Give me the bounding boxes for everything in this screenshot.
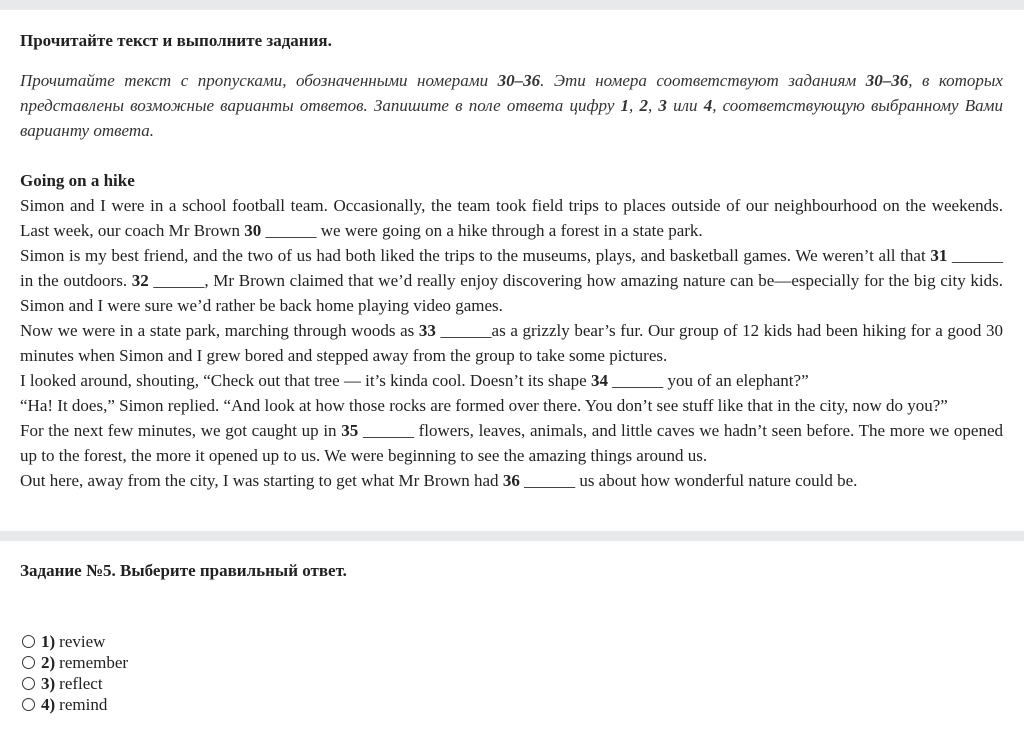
reading-section <box>0 10 1024 493</box>
story-paragraph <box>20 318 1003 368</box>
gap-number: 30 <box>244 221 262 240</box>
gap-number: 35 <box>341 421 359 440</box>
story-paragraph <box>20 418 1003 468</box>
paragraph-text: Simon and I were in a school football team. Occasionally, the team took field trips to places outside of our neighbourhood on the weekends. Last week, our coach Mr Brown <box>20 196 1003 240</box>
paragraph-text: ______ you of an elephant?” <box>607 371 809 390</box>
story-paragraph <box>20 468 1003 493</box>
story <box>20 168 1003 493</box>
option-number: 1) <box>41 631 56 651</box>
section-heading: Прочитайте текст и выполните задания. <box>20 31 332 50</box>
section-divider <box>0 531 1024 541</box>
answer-option-1[interactable] <box>20 631 1004 652</box>
radio-button[interactable] <box>22 677 35 690</box>
paragraph-text: For the next few minutes, we got caught up in <box>20 421 342 440</box>
paragraph-text: Simon is my best friend, and the two of us had both liked the trips to the museums, plays, and basketball games. We weren’t all that <box>20 246 931 265</box>
task-section <box>0 541 1024 715</box>
paragraph-text: ______ flowers, leaves, animals, and little caves we hadn’t seen before. The more we opened up to the forest, the more it opened up to us. We were beginning to see the amazing things around us. <box>20 421 1003 465</box>
task-title: Задание №5. Выберите правильный ответ. <box>20 561 347 580</box>
top-divider <box>0 0 1024 10</box>
paragraph-text: “Ha! It does,” Simon replied. “And look at how those rocks are formed over there. You don’t see stuff like that in the city, now do you?” <box>20 396 948 415</box>
paragraph-text: ______, Mr Brown claimed that we’d really enjoy discovering how amazing nature can be—especially for the big city kids. Simon and I were sure we’d rather be back home playing video games. <box>20 271 1003 315</box>
paragraph-text: I looked around, shouting, “Check out that tree — it’s kinda cool. Doesn’t its shape <box>20 371 591 390</box>
instr-text: , <box>629 96 640 115</box>
instr-text: , соответствующую выбранному Вами варианту ответа. <box>20 96 1004 140</box>
instr-digit: 1 <box>620 96 630 115</box>
option-label: remember <box>59 652 129 672</box>
paragraph-text: ______ we were going on a hike through a forest in a state park. <box>261 221 703 240</box>
instr-text: . Эти номера соответствуют заданиям <box>540 71 866 90</box>
instr-text: , <box>647 96 659 115</box>
story-title: Going on a hike <box>20 171 135 190</box>
option-number: 2) <box>41 652 56 672</box>
option-label: remind <box>59 694 108 714</box>
instr-text: Прочитайте текст с пропусками, обозначенными номерами <box>20 71 498 90</box>
option-number: 3) <box>41 673 56 693</box>
option-label: review <box>59 631 106 651</box>
answer-option-2[interactable] <box>20 652 1004 673</box>
story-paragraph <box>20 393 1003 418</box>
story-paragraph <box>20 368 1003 393</box>
instr-text: , в которых представлены возможные варианты ответов. Запишите в поле ответа цифру <box>20 71 1003 115</box>
paragraph-text: Now we were in a state park, marching through woods as <box>20 321 419 340</box>
instructions <box>20 68 1003 143</box>
answer-options <box>20 631 1004 715</box>
story-paragraph <box>20 243 1003 318</box>
instr-range: 30–36 <box>497 71 541 90</box>
radio-button[interactable] <box>22 635 35 648</box>
gap-number: 33 <box>418 321 436 340</box>
instr-range: 30–36 <box>865 71 909 90</box>
paragraph-text: ______as a grizzly bear’s fur. Our group of 12 kids had been hiking for a good 30 minutes when Simon and I grew bored and stepped away from the group to take some pictures. <box>20 321 1004 365</box>
radio-button[interactable] <box>22 656 35 669</box>
gap-number: 34 <box>590 371 608 390</box>
story-paragraph <box>20 193 1003 243</box>
radio-button[interactable] <box>22 698 35 711</box>
instr-digit: 2 <box>639 96 648 115</box>
paragraph-text: ______ in the outdoors. <box>20 246 1003 290</box>
answer-option-3[interactable] <box>20 673 1004 694</box>
instr-text: или <box>666 96 704 115</box>
gap-number: 32 <box>131 271 149 290</box>
gap-number: 31 <box>930 246 948 265</box>
gap-number: 36 <box>502 471 520 490</box>
instr-digit: 4 <box>703 96 713 115</box>
paragraph-text: Out here, away from the city, I was starting to get what Mr Brown had <box>20 471 503 490</box>
option-label: reflect <box>59 673 103 693</box>
answer-option-4[interactable] <box>20 694 1004 715</box>
instr-digit: 3 <box>658 96 667 115</box>
paragraph-text: ______ us about how wonderful nature could be. <box>519 471 858 490</box>
option-number: 4) <box>41 694 56 714</box>
